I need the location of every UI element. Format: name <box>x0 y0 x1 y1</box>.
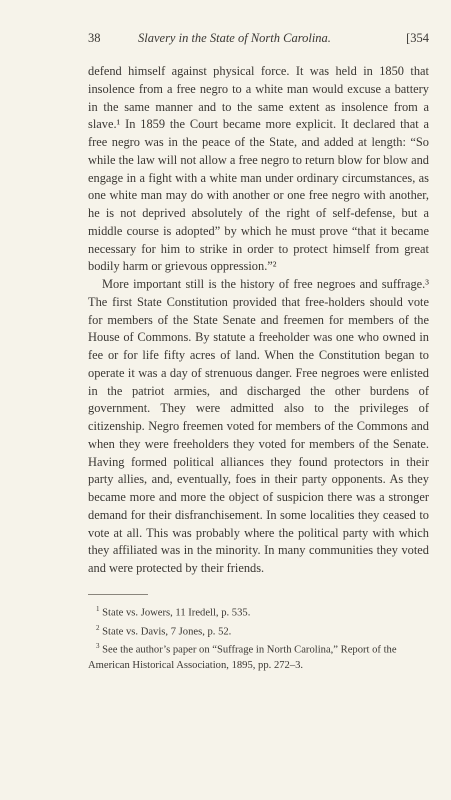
footnote-3 <box>88 639 429 673</box>
footnotes <box>88 602 429 673</box>
page-reference: [354 <box>406 31 429 45</box>
footnote-2 <box>88 621 429 640</box>
footnote-text: State vs. Davis, 7 Jones, p. 52. <box>102 626 232 638</box>
paragraph-1: defend himself against physical force. It was held in 1850 that insolence from a free negro to a white man would excuse a battery in the same manner and to the same extent as insolence from a slave.¹ In 1859 the Court became more explicit. It declared that a free negro was in the peace of the State, and added at length: “So while the law will not allow a free negro to return blow for blow and engage in a fight with a white man under ordinary circumstances, as one white man may do with another or one free negro with another, he is not deprived absolutely of the right of self-defense, but a middle course is adopted” by which he must prove “that it became necessary for him to strike in order to protect himself from great bodily harm or grievous oppression.”² <box>88 64 429 274</box>
paragraph-2: More important still is the history of free negroes and suffrage.³ The first State Constitution provided that free-holders should vote for members of the State Senate and freemen for members of the House of Commons. By statute a freeholder was one who owned in fee or for life fifty acres of land. When the Constitution began to operate it was a day of strenuous danger. Free negroes were enlisted in the patriot armies, and discharged the other burdens of government. They were admitted also to the privileges of citizenship. Negro freemen voted for members of the Commons and when they were freeholders they voted for members of the Senate. Having formed political alliances they found protectors in their party allies, and, eventually, foes in their party opponents. As they became more and more the object of suspicion there was a stronger demand for their disfranchisement. In some localities they ceased to vote at all. This was probably where the political party with which they affiliated was in the minority. In many communities they voted and were protected by their friends. <box>88 277 429 575</box>
footnote-text: See the author’s paper on “Suffrage in North Carolina,” Report of the American Historical Association, 1895, pp. 272–3. <box>88 644 397 671</box>
footnote-number: 1 <box>96 605 100 613</box>
running-title: Slavery in the State of North Carolina. <box>138 31 331 45</box>
body-text <box>88 63 429 578</box>
page-number: 38 <box>88 31 101 45</box>
footnote-number: 2 <box>96 623 100 632</box>
footnote-text: State vs. Jowers, 11 Iredell, p. 535. <box>102 607 251 619</box>
footnote-number: 3 <box>96 642 100 651</box>
footnote-1 <box>88 602 429 621</box>
page-header <box>88 31 429 51</box>
footnote-divider <box>88 594 148 595</box>
